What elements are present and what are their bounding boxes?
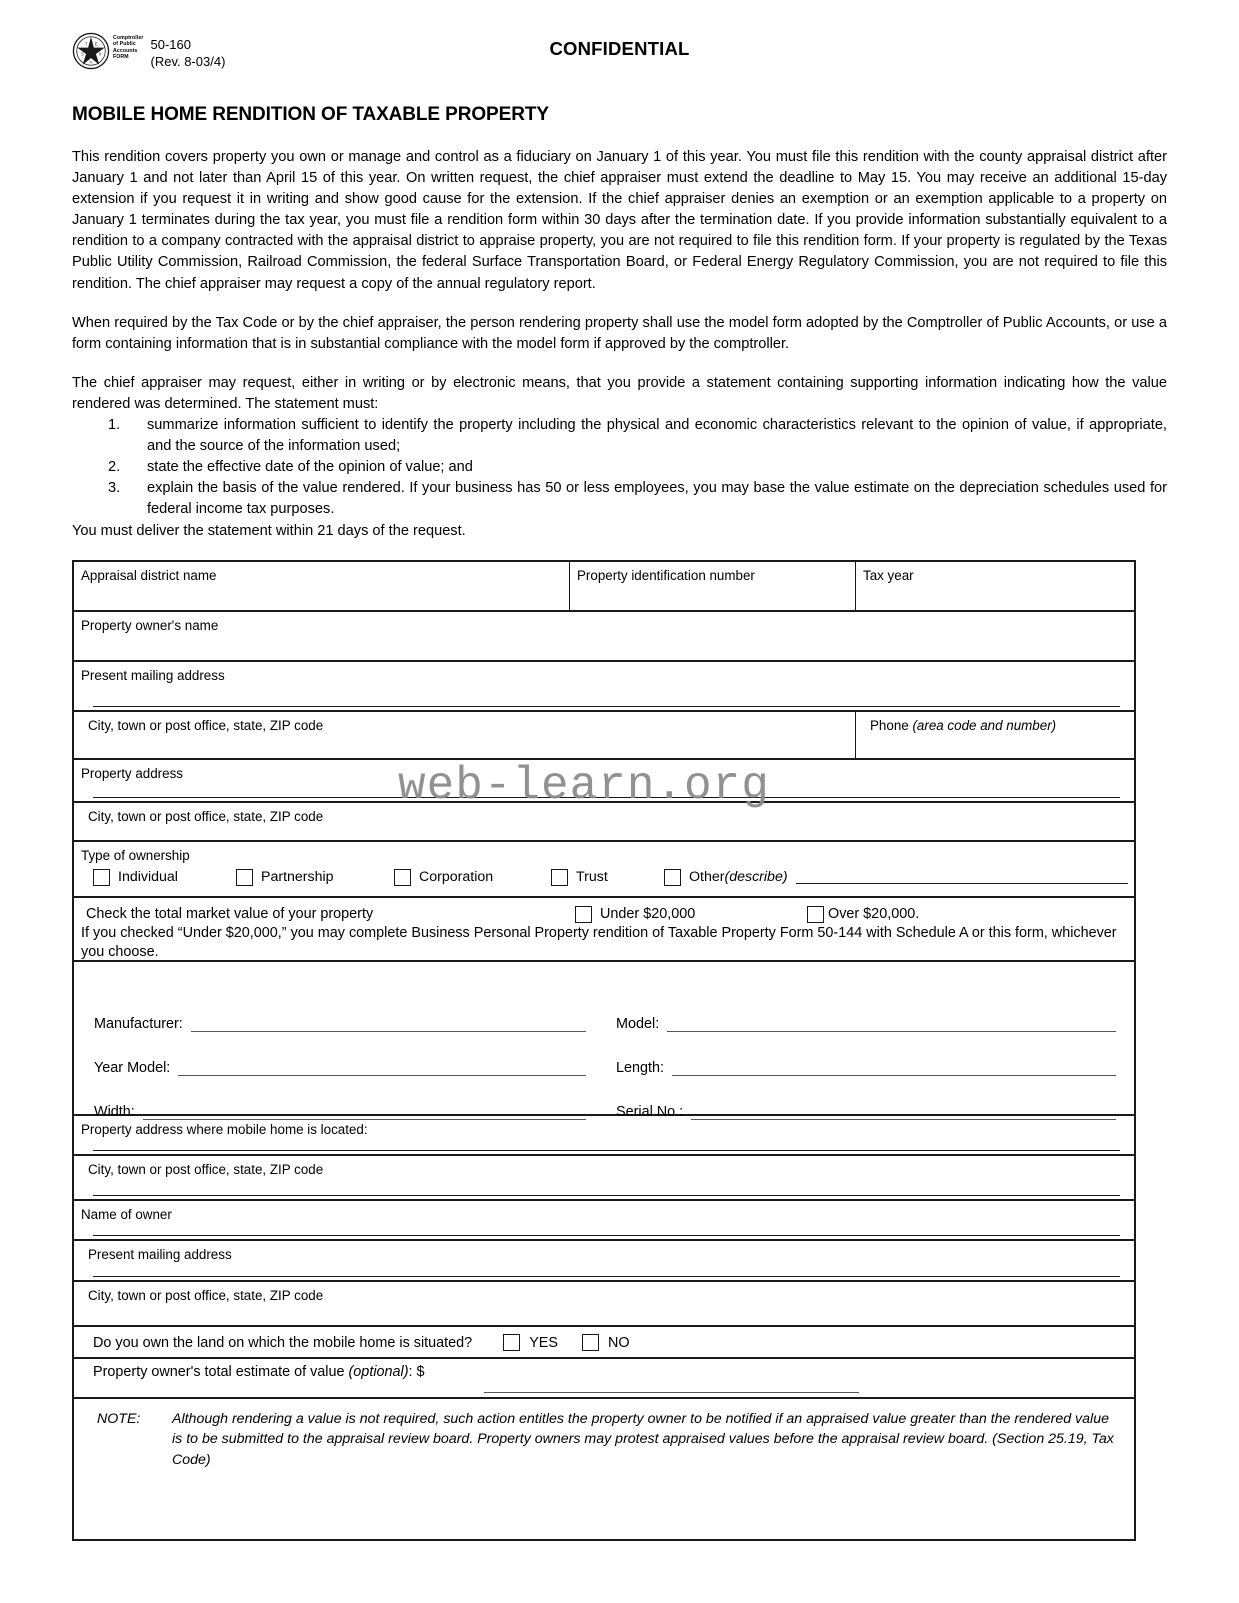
- option-label: Corporation: [419, 869, 494, 886]
- checkbox-icon[interactable]: [664, 869, 681, 886]
- list-item-number: 3.: [108, 480, 121, 497]
- write-in-rule: [93, 1235, 1120, 1236]
- option-label: Over $20,000.: [828, 906, 920, 923]
- specs-column-left: [74, 988, 604, 1120]
- form-row-city-phone: [74, 712, 1134, 760]
- field-label: City, town or post office, state, ZIP code: [88, 808, 324, 824]
- seal-line-3: Accounts: [113, 47, 138, 54]
- confidential-heading: CONFIDENTIAL: [549, 38, 690, 59]
- market-value-prompt: Check the total market value of your property: [86, 906, 374, 923]
- field-model[interactable]: [604, 988, 1134, 1032]
- rendition-form-table: [72, 560, 1136, 1541]
- field-name-of-owner[interactable]: [74, 1201, 1134, 1241]
- list-item-text: explain the basis of the value rendered. If your business has 50 or less employees, you may base the value estimate on the depreciation schedules used for federal income tax purposes.: [147, 480, 1167, 518]
- option-label: Other: [689, 869, 725, 886]
- list-item-number: 1.: [108, 417, 121, 434]
- statement-requirements-list: [72, 415, 1167, 520]
- ownership-option-trust[interactable]: [551, 869, 664, 886]
- field-input-line[interactable]: [667, 1019, 1116, 1032]
- form-row-note: [74, 1399, 1134, 1539]
- checkbox-icon[interactable]: [236, 869, 253, 886]
- svg-text:E: E: [94, 41, 98, 47]
- field-label: Model:: [616, 1015, 660, 1032]
- field-property-city-state-zip[interactable]: [74, 803, 1134, 842]
- field-label: City, town or post office, state, ZIP code: [88, 1161, 324, 1177]
- seal-line-2: of Public: [113, 41, 136, 48]
- field-label: Property owner's name: [81, 617, 219, 633]
- field-label: Year Model:: [94, 1059, 171, 1076]
- land-option-yes[interactable]: [503, 1334, 558, 1351]
- note-text: Although rendering a value is not required, such action entitles the property owner to be notified if an appraised value greater than the rendered value is to be submitted to the appraisal review board. Property owners may protest appraised values before the appraisal review board. (Section 25.19, Tax Code): [172, 1410, 1114, 1468]
- field-owner-city-state-zip[interactable]: [74, 1282, 1134, 1327]
- field-mobile-home-location[interactable]: [74, 1116, 1134, 1156]
- field-label: City, town or post office, state, ZIP code: [88, 1287, 324, 1303]
- field-label: Length:: [616, 1059, 665, 1076]
- write-in-rule: [93, 1150, 1120, 1151]
- field-present-mailing-address[interactable]: [74, 662, 1134, 712]
- field-year-model[interactable]: [74, 1032, 604, 1076]
- option-label: Under $20,000: [600, 906, 696, 923]
- write-in-rule: [93, 1276, 1120, 1277]
- market-value-option-under[interactable]: [575, 906, 807, 923]
- write-in-rule: [93, 706, 1120, 707]
- seal-line-1: Comptroller: [113, 35, 144, 41]
- phone-label: Phone: [870, 717, 913, 733]
- form-revision: (Rev. 8-03/4): [150, 54, 226, 69]
- land-question-row: [74, 1327, 1134, 1359]
- field-label: Manufacturer:: [94, 1015, 183, 1032]
- field-property-owner-name[interactable]: [74, 612, 1134, 662]
- intro-paragraph-3: The chief appraiser may request, either in writing or by electronic means, that you provide a statement containing supporting information indicating how the value rendered was determined. The statement must:: [72, 374, 1167, 412]
- field-appraisal-district[interactable]: [74, 562, 570, 610]
- field-label: [856, 712, 1134, 734]
- ownership-options: [74, 869, 1134, 886]
- field-property-address[interactable]: [74, 760, 1134, 803]
- other-describe-input[interactable]: [796, 870, 1128, 884]
- ownership-option-individual[interactable]: [93, 869, 236, 886]
- specs-column-right: [604, 988, 1134, 1120]
- watermark: web-learn.org: [398, 760, 770, 812]
- field-serial-number[interactable]: [604, 1076, 1134, 1120]
- intro-closing-line: You must deliver the statement within 21 days of the request.: [72, 522, 466, 539]
- field-label: Tax year: [863, 567, 914, 583]
- field-label: Present mailing address: [81, 667, 225, 683]
- field-label: Name of owner: [81, 1206, 172, 1222]
- intro-text-block: [72, 147, 1167, 542]
- list-item: [72, 457, 1167, 478]
- write-in-rule: [93, 797, 1120, 798]
- estimate-input-line[interactable]: [484, 1392, 859, 1393]
- checkbox-icon[interactable]: [582, 1334, 599, 1351]
- field-tax-year[interactable]: [856, 562, 1134, 610]
- land-option-no[interactable]: [582, 1334, 630, 1351]
- seal-line-4: FORM: [113, 54, 129, 61]
- field-manufacturer[interactable]: [74, 988, 604, 1032]
- field-city-state-zip[interactable]: [74, 712, 856, 758]
- estimate-suffix: : $: [408, 1363, 425, 1380]
- field-input-line[interactable]: [672, 1063, 1116, 1076]
- field-label: Property address where mobile home is located:: [81, 1121, 368, 1137]
- form-row-identification: [74, 562, 1134, 612]
- option-hint: (describe): [724, 869, 788, 886]
- estimate-optional-hint: (optional): [348, 1363, 409, 1380]
- intro-paragraph-1: This rendition covers property you own or manage and control as a fiduciary on January 1 of this year. You must file this rendition with the county appraisal district after January 1 and not later than April 15 of this year. On written request, the chief appraiser must extend the deadline to May 15. You may receive an additional 15-day extension if you request it in writing and show good cause for the extension. If the chief appraiser denies an exemption or an exemption applicable to a property on January 1 terminates during the tax year, you must file a rendition form within 30 days after the termination date. If you provide information substantially equivalent to a rendition to a company contracted with the appraisal district to appraise property, you are not required to file this rendition form. If your property is regulated by the Texas Public Utility Commission, Railroad Commission, the federal Surface Transportation Board, or Federal Energy Regulatory Commission, you are not required to file this rendition. The chief appraiser may request a copy of the annual regulatory report.: [72, 149, 1167, 292]
- checkbox-icon[interactable]: [394, 869, 411, 886]
- field-property-identification-number[interactable]: [570, 562, 856, 610]
- svg-text:T: T: [84, 41, 88, 47]
- svg-text:A: A: [89, 59, 93, 65]
- checkbox-icon[interactable]: [93, 869, 110, 886]
- field-owner-mailing-address[interactable]: [74, 1241, 1134, 1282]
- svg-text:X: X: [98, 51, 102, 57]
- checkbox-icon[interactable]: [503, 1334, 520, 1351]
- field-width[interactable]: [74, 1076, 604, 1120]
- checkbox-icon[interactable]: [807, 906, 824, 923]
- field-phone[interactable]: [856, 712, 1134, 758]
- document-header: [72, 0, 1167, 100]
- list-item-text: state the effective date of the opinion of value; and: [147, 459, 473, 476]
- intro-paragraph-2: When required by the Tax Code or by the chief appraiser, the person rendering property shall use the model form adopted by the Comptroller of Public Accounts, or use a form containing information that is in substantial compliance with the model form if approved by the comptroller.: [72, 314, 1167, 352]
- phone-hint: (area code and number): [912, 717, 1057, 733]
- list-item: [72, 415, 1167, 457]
- market-value-option-over[interactable]: [807, 906, 919, 923]
- field-label: Present mailing address: [88, 1246, 232, 1262]
- field-mobile-home-city-state-zip[interactable]: [74, 1156, 1134, 1201]
- form-row-type-of-ownership: [74, 842, 1134, 898]
- land-question-label: Do you own the land on which the mobile home is situated?: [93, 1334, 473, 1351]
- option-label: Trust: [576, 869, 608, 886]
- option-label: YES: [529, 1334, 558, 1351]
- option-label: NO: [607, 1334, 630, 1351]
- field-label: Serial No.:: [616, 1103, 684, 1120]
- field-owner-total-estimate-of-value[interactable]: [74, 1359, 1134, 1399]
- page-title: MOBILE HOME RENDITION OF TAXABLE PROPERTY: [72, 104, 549, 125]
- field-label: Appraisal district name: [81, 567, 217, 583]
- form-row-land-ownership-question: [74, 1327, 1134, 1359]
- list-item-text: summarize information sufficient to identify the property including the physical and economic characteristics relevant to the opinion of value, if appropriate, and the source of the information used;: [147, 417, 1167, 455]
- market-value-note: If you checked “Under $20,000,” you may complete Business Personal Property rendition of Taxable Property Form 50-144 with Schedule A or this form, whichever you choose.: [81, 924, 1117, 960]
- form-row-mobile-home-specs: [74, 962, 1134, 1120]
- field-input-line[interactable]: [191, 1019, 586, 1032]
- field-label: Property identification number: [577, 567, 755, 583]
- field-label: Property address: [81, 765, 183, 781]
- svg-text:S: S: [81, 51, 84, 57]
- section-label: Type of ownership: [81, 847, 190, 863]
- estimate-label-row: [74, 1359, 1134, 1380]
- note-label: NOTE:: [97, 1410, 141, 1427]
- option-label: Individual: [118, 869, 178, 886]
- checkbox-icon[interactable]: [551, 869, 568, 886]
- checkbox-icon[interactable]: [575, 906, 592, 923]
- field-label: City, town or post office, state, ZIP code: [88, 717, 324, 733]
- note-block: [74, 1409, 1134, 1471]
- estimate-label: Property owner's total estimate of value: [93, 1363, 349, 1380]
- specs-grid: [74, 962, 1134, 1120]
- ownership-option-other[interactable]: [664, 869, 1134, 886]
- write-in-rule: [93, 1195, 1120, 1196]
- field-label: Width:: [94, 1103, 135, 1120]
- ownership-option-corporation[interactable]: [394, 869, 551, 886]
- ownership-option-partnership[interactable]: [236, 869, 394, 886]
- market-value-options: [74, 906, 1134, 923]
- list-item: [72, 478, 1167, 520]
- form-row-market-value: [74, 898, 1134, 962]
- option-label: Partnership: [261, 869, 334, 886]
- field-input-line[interactable]: [178, 1063, 586, 1076]
- list-item-number: 2.: [108, 459, 121, 476]
- form-number: 50-160: [150, 37, 191, 52]
- field-length[interactable]: [604, 1032, 1134, 1076]
